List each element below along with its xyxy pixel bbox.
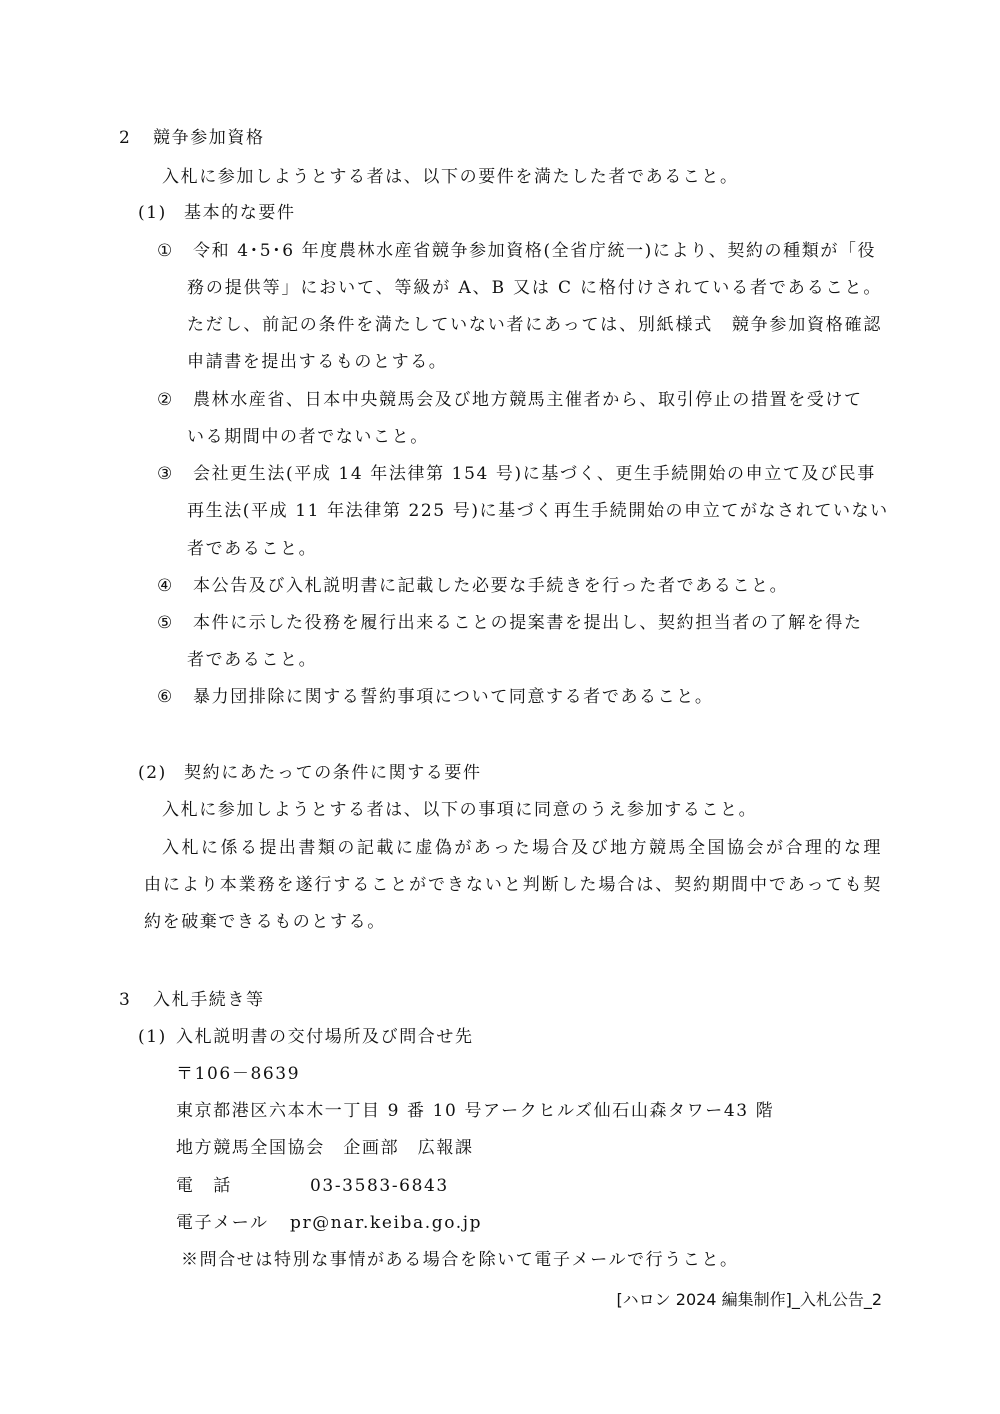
section-3-heading [119,989,265,1011]
section-3-title: 入札手続き等 [153,990,265,1010]
email-row [176,1212,482,1234]
item-6-text: 暴力団排除に関する誓約事項について同意する者であること。 [193,687,714,707]
phone-row [176,1175,449,1197]
subsection-2-2-title: 契約にあたっての条件に関する要件 [184,763,482,783]
email-address: pr@nar.keiba.go.jp [290,1213,483,1233]
item-2-text: 農林水産省、日本中央競馬会及び地方競馬主催者から、取引停止の措置を受けて [193,390,863,410]
item-5-marker: ⑤ [157,613,174,633]
item-3-text: 会社更生法(平成 14 年法律第 154 号)に基づく、更生手続開始の申立て及び民事 [193,464,876,484]
item-2-line-1 [157,389,863,411]
item-1-line-4: 申請書を提出するものとする。 [187,352,448,372]
phone-label: 電 話 [176,1176,232,1196]
subsection-2-1-title: 基本的な要件 [184,203,296,223]
subsection-3-1-title: 入札説明書の交付場所及び問合せ先 [176,1027,474,1047]
organization: 地方競馬全国協会 企画部 広報課 [176,1138,474,1158]
item-5-line-2: 者であること。 [187,650,318,670]
item-3-line-1 [157,463,876,485]
item-5-line-1 [157,612,863,634]
subsection-2-2-para-line-1: 入札に係る提出書類の記載に虚偽があった場合及び地方競馬全国協会が合理的な理 [162,838,882,858]
section-2-heading [119,127,265,149]
contact-note: ※問合せは特別な事情がある場合を除いて電子メールで行うこと。 [181,1250,739,1270]
subsection-3-1-number: (1) [138,1027,167,1047]
item-3-marker: ③ [157,464,174,484]
address: 東京都港区六本木一丁目 9 番 10 号アークヒルズ仙石山森タワー43 階 [176,1101,775,1121]
item-1-line-2: 務の提供等」において、等級が A、B 又は C に格付けされている者であること。 [187,278,882,298]
item-6-line-1 [157,686,713,708]
section-2-number: 2 [119,128,132,148]
item-1-line-1 [157,240,882,262]
item-2-line-2: いる期間中の者でないこと。 [187,427,429,447]
email-label: 電子メール [176,1213,269,1233]
item-4-line-1 [157,575,788,597]
item-4-marker: ④ [157,576,174,596]
item-2-marker: ② [157,390,174,410]
item-3-line-3: 者であること。 [187,539,318,559]
item-3-line-2: 再生法(平成 11 年法律第 225 号)に基づく再生手続開始の申立てがなされていない [187,501,889,521]
section-2-title: 競争参加資格 [153,128,265,148]
subsection-2-1-number: (1) [138,203,167,223]
phone-number: 03-3583-6843 [310,1176,449,1196]
section-2-intro: 入札に参加しようとする者は、以下の要件を満たした者であること。 [162,167,739,187]
page-footer: [ハロン 2024 編集制作]_入札公告_2 [616,1290,882,1309]
section-3-number: 3 [119,990,132,1010]
item-1-marker: ① [157,241,174,261]
item-6-marker: ⑥ [157,687,174,707]
subsection-2-2-number: (2) [138,763,167,783]
subsection-2-2-heading [138,762,482,784]
subsection-2-2-para-line-3: 約を破棄できるものとする。 [144,912,386,932]
item-4-text: 本公告及び入札説明書に記載した必要な手続きを行った者であること。 [193,576,789,596]
item-5-text: 本件に示した役務を履行出来ることの提案書を提出し、契約担当者の了解を得た [193,613,863,633]
subsection-2-2-intro: 入札に参加しようとする者は、以下の事項に同意のうえ参加すること。 [162,800,758,820]
postal-code: 〒106－8639 [176,1064,301,1084]
item-1-text: 令和 4･5･6 年度農林水産省競争参加資格(全省庁統一)により、契約の種類が「役 [193,241,877,261]
subsection-2-1-heading [138,202,296,224]
subsection-2-2-para-line-2: 由により本業務を遂行することができないと判断した場合は、契約期間中であっても契 [144,875,882,895]
subsection-3-1-heading [138,1026,474,1048]
item-1-line-3: ただし、前記の条件を満たしていない者にあっては、別紙様式 競争参加資格確認 [187,315,882,335]
